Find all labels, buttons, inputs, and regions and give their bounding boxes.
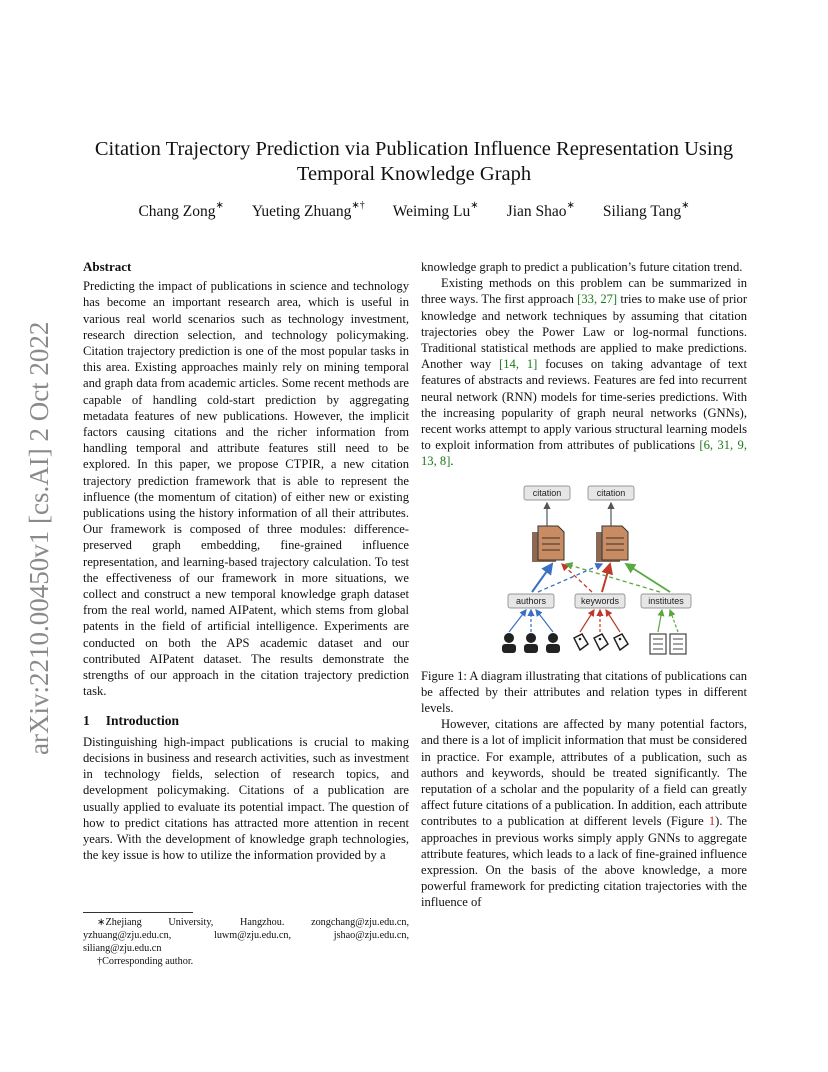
attribute-label-keywords bbox=[575, 594, 625, 608]
building-icon bbox=[670, 634, 686, 654]
citation-link[interactable]: [14, 1] bbox=[499, 357, 538, 372]
footnote-rule bbox=[83, 912, 193, 913]
left-column bbox=[83, 259, 409, 863]
svg-text:authors: authors bbox=[515, 595, 547, 606]
svg-text:keywords: keywords bbox=[580, 595, 620, 606]
author-list bbox=[60, 200, 768, 221]
section-number: 1 bbox=[83, 713, 90, 729]
right-column bbox=[421, 259, 747, 911]
author: Chang Zong∗ bbox=[138, 200, 224, 220]
title-line-1: Citation Trajectory Prediction via Publication Influence Representation Using bbox=[94, 138, 734, 160]
abstract-heading: Abstract bbox=[83, 259, 132, 274]
footnote-affiliation: ∗Zhejiang University, Hangzhou. zongchang@zju.edu.cn, yzhuang@zju.edu.cn, luwm@zju.edu.cn, jshao@zju.edu.cn, siliang@zju.edu.cn bbox=[83, 917, 409, 954]
abstract-text: Predicting the impact of publications in science and technology has become an important research area, which is useful in various real world scenarios such as technology investment, research direction selection, and technology policymaking. Citation trajectory prediction is one of the most popular tasks in this area. Existing approaches mainly rely on mining temporal and graph data from academic articles. Some recent methods are capable of handling cold-start prediction by aggregating metadata features of new publications. However, the implicit factors causing citations and the richer information from handling temporal and attribute features still need to be explored. In this paper, we propose CTPIR, a new citation trajectory prediction framework that is able to represent the influence (the momentum of citation) of either new or existing publications using the history information of all their attributes. Our framework is composed of three modules: difference-preserved graph embedding, fine-grained influence representation, and learning-based trajectory calculation. To test the effectiveness of our framework in more situations, we collect and construct a new temporal knowledge graph dataset from the real world, named AIPatent, which stems from global patents in the field of artificial intelligence. Experiments are conducted on both the APS academic dataset and our contributed AIPatent dataset. The results demonstrate the strengths of our approach in the citation trajectory prediction task. bbox=[83, 279, 409, 699]
author: Jian Shao∗ bbox=[506, 200, 575, 220]
arxiv-identifier: arXiv:2210.00450v1 [cs.AI] 2 Oct 2022 bbox=[24, 321, 54, 755]
svg-text:institutes: institutes bbox=[648, 595, 684, 606]
author: Siliang Tang∗ bbox=[602, 200, 690, 220]
building-icon bbox=[650, 634, 666, 654]
intro-paragraph: Distinguishing high-impact publications is crucial to making decisions in business and research activities, such as investment in technology fields, selection of research topics, and development policymaking. Citations of a publication are usually applied to evaluate its potential impact. The question of how to predict citations has attracted more attention in recent years. With the development of knowledge graph technologies, the key issue is how to utilize the information provided by a bbox=[83, 734, 409, 863]
paper-title bbox=[60, 137, 768, 187]
paragraph-existing-methods: Existing methods on this problem can be summarized in three ways. The first approach [33, 27] tries to make use of prior knowledge and network techniques by assuming that citation trajectories obey the Power Law or log-normal functions. Traditional statistical methods are applied to make predictions. Another way [14, 1] focuses on taking advantage of text features of abstracts and reviews. Features are fed into recurrent neural network (RNN) models for time-series predictions. With the increasing popularity of graph neural networks (GNNs), recent works attempt to apply various structural learning models to exploit information from attributes of publications [6, 31, 9, 13, 8]. bbox=[421, 276, 748, 469]
citation-link[interactable]: [6, 31, 9, 13, 8] bbox=[421, 438, 748, 469]
citation-label-right bbox=[588, 486, 634, 500]
footnotes bbox=[83, 912, 409, 968]
svg-text:citation: citation bbox=[596, 487, 626, 498]
paragraph-continuation: knowledge graph to predict a publication’s future citation trend. bbox=[421, 260, 743, 274]
person-icon bbox=[524, 633, 538, 653]
document-icon bbox=[532, 526, 564, 562]
tag-icon bbox=[574, 634, 588, 650]
section-title: Introduction bbox=[105, 713, 180, 729]
footnote-corresponding: †Corresponding author. bbox=[97, 956, 194, 967]
figure-ref-link[interactable]: 1 bbox=[708, 814, 716, 829]
person-icon bbox=[546, 633, 560, 653]
arxiv-side-stamp bbox=[14, 300, 60, 760]
tag-icon bbox=[614, 634, 628, 650]
section-heading-introduction bbox=[83, 713, 409, 729]
attribute-label-institutes bbox=[641, 594, 691, 608]
paragraph-implicit-factors: However, citations are affected by many potential factors, and there is a lot of implicit information that must be considered in practice. For example, attributes of a publication, such as authors and keywords, should be treated significantly. The reputation of a scholar and the popularity of a field can greatly affect future citations of a publication. In addition, each attribute contributes to a publication at different levels (Figure 1). The approaches in previous works simply apply GNNs to aggregate attribute features, which leads to a lack of fine-grained influence expression. On the basis of the above knowledge, a more powerful framework for predicting citation trajectories with the influence of bbox=[421, 717, 747, 910]
document-icon bbox=[596, 526, 628, 562]
title-line-2: Temporal Knowledge Graph bbox=[296, 163, 532, 185]
citation-link[interactable]: [33, 27] bbox=[577, 292, 618, 307]
figure-1-diagram bbox=[434, 482, 734, 658]
author: Yueting Zhuang∗† bbox=[251, 200, 365, 220]
figure-caption: Figure 1: A diagram illustrating that citations of publications can be affected by their attributes and relation types in different levels. bbox=[421, 668, 747, 716]
attribute-label-authors bbox=[508, 594, 554, 608]
citation-label-left bbox=[524, 486, 570, 500]
author: Weiming Lu∗ bbox=[392, 200, 479, 220]
tag-icon bbox=[594, 634, 608, 650]
person-icon bbox=[502, 633, 516, 653]
svg-text:citation: citation bbox=[532, 487, 562, 498]
